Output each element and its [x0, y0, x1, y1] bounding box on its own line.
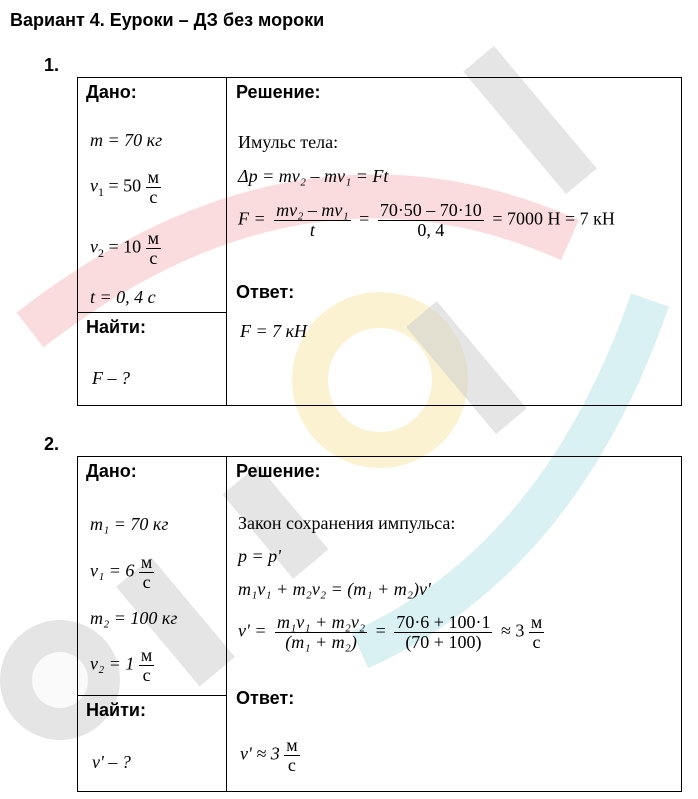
- given-v2-2: v₂ = 1 $\frac{м}{с}$: [90, 645, 153, 685]
- solution-label-1: Решение:: [236, 82, 321, 102]
- force-equation: F = $\frac{\text{mv₂ – mv₁}}{t}$ = $\frac{70\cdot 50 - 70\cdot 10}{0, 4}$ = 7000 Н = 7 кН: [238, 200, 615, 240]
- find-label-2: Найти:: [86, 700, 146, 720]
- answer-value-2: v' ≈ 3 $\frac{м}{с}$: [240, 735, 298, 775]
- given-v1-2: v₁ = 6 $\frac{м}{с}$: [90, 552, 153, 592]
- given-v2: $v_2 = 10$ $\frac{м}{с}$: [90, 228, 160, 268]
- given-m2: m₂ = 100 кг: [90, 608, 178, 628]
- problem-1-number: 1.: [44, 55, 60, 75]
- problem-2-number: 2.: [44, 434, 60, 454]
- given-time: t = 0, 4 с: [90, 287, 156, 307]
- given-m1: m₁ = 70 кг: [90, 514, 169, 534]
- velocity-equation: v' = $\frac{\text{m₁v₁ + m₂v₂}}{\text{(m₁ + m₂)}}$ = $\frac{70\cdot 6 + 100\cdot 1}{(70 + 100)}$ ≈ 3 $\frac{м}{с}$: [238, 612, 543, 652]
- solution-label-2: Решение:: [236, 461, 321, 481]
- problem-1-table: [77, 77, 682, 406]
- solution-intro-1: Имульс тела:: [238, 132, 339, 152]
- given-v1: $v_1 = 50$ $\frac{м}{с}$: [90, 167, 160, 207]
- page-title: Вариант 4. Еуроки – ДЗ без мороки: [10, 10, 325, 30]
- find-value-1: F – ?: [92, 368, 130, 388]
- solution-intro-2: Закон сохранения импульса:: [238, 513, 456, 533]
- given-label-2: Дано:: [86, 461, 137, 481]
- given-label-1: Дано:: [86, 82, 137, 102]
- find-label-1: Найти:: [86, 317, 146, 337]
- conservation-eq: p = p': [238, 546, 281, 566]
- answer-value-1: F = 7 кН: [240, 321, 308, 341]
- momentum-equation: Δp = mv₂ – mv₁ = Ft: [238, 166, 389, 186]
- given-mass: m = 70 кг: [90, 130, 163, 150]
- answer-label-1: Ответ:: [236, 282, 295, 302]
- momentum-sum-eq: m₁v₁ + m₂v₂ = (m₁ + m₂)v': [238, 579, 431, 599]
- answer-label-2: Ответ:: [236, 688, 295, 708]
- find-value-2: v' – ?: [92, 752, 131, 772]
